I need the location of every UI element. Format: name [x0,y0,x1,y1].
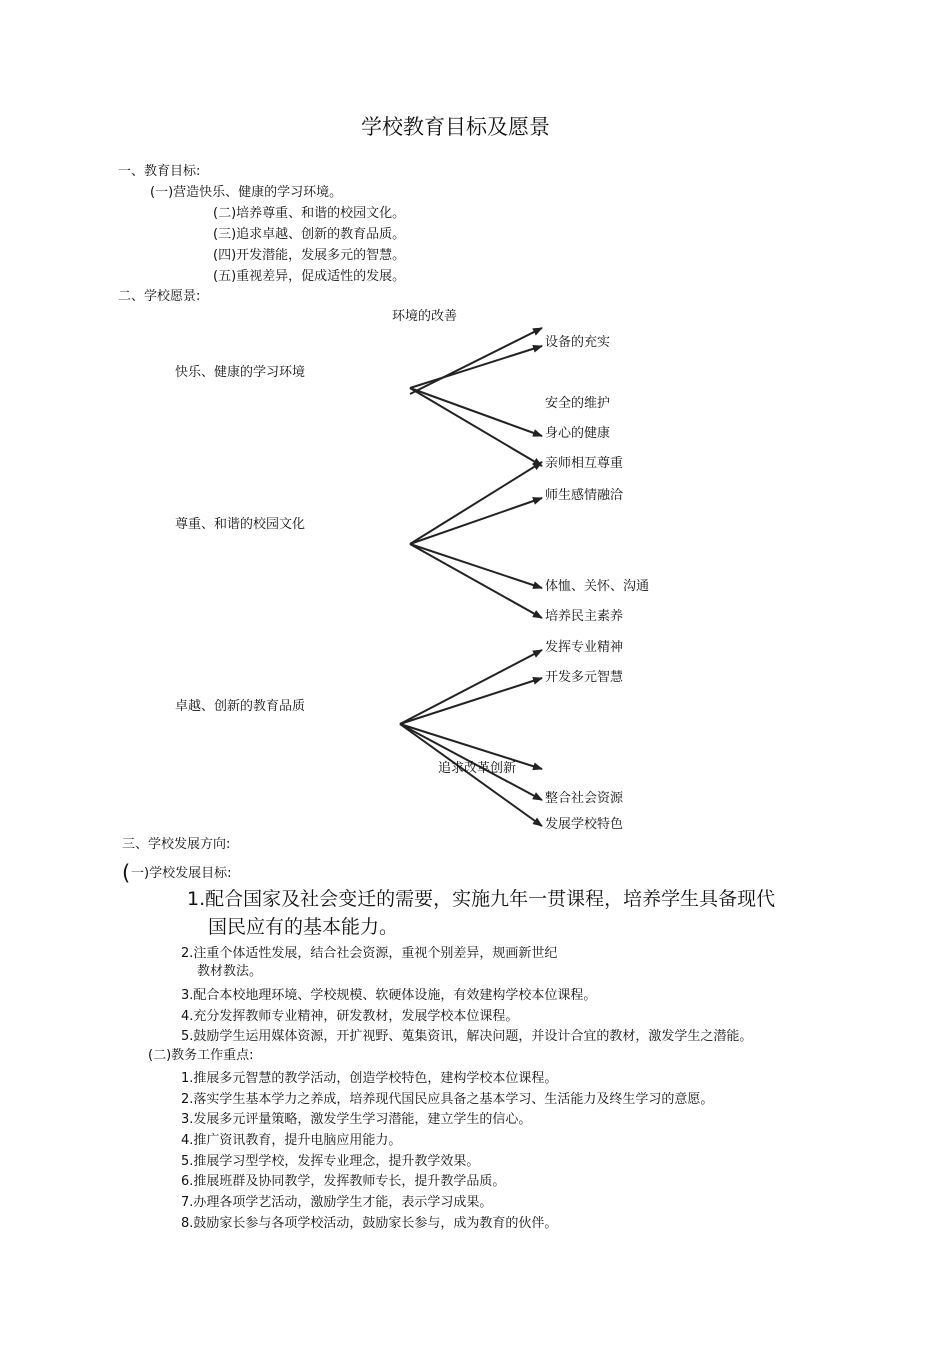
work-item: 2.落实学生基本学力之养成，培养现代国民应具备之基本学习、生活能力及终生学习的意愿。 [181,1092,714,1107]
work-item: 3.发展多元评量策略，激发学生学习潜能，建立学生的信心。 [181,1112,532,1127]
vision-item: 安全的维护 [545,396,611,411]
subsection-heading: 一)学校发展目标: [131,866,232,881]
dev-goal-item: 3.配合本校地理环境、学校规模、软硬体设施，有效建构学校本位课程。 [181,988,597,1003]
work-item: 8.鼓励家长参与各项学校活动，鼓励家长参与，成为教育的伙伴。 [181,1216,558,1231]
work-item: 7.办理各项学艺活动，激励学生才能，表示学习成果。 [181,1195,493,1210]
page-title: 学校教育目标及愿景 [361,115,550,139]
goal-item: (四)开发潜能，发展多元的智慧。 [213,248,406,263]
vision-label: 快乐、健康的学习环境 [175,365,306,380]
vision-item: 整合社会资源 [545,791,624,806]
vision-label: 尊重、和谐的校园文化 [175,517,306,532]
vision-item: 追求改革创新 [438,761,517,776]
section-heading-goals: 一、教育目标: [118,164,201,179]
vision-item: 开发多元智慧 [545,670,624,685]
goal-item: (二)培养尊重、和谐的校园文化。 [213,206,406,221]
arrow-line [400,678,542,724]
work-item: 4.推广资讯教育，提升电脑应用能力。 [181,1133,402,1148]
dev-goal-item: 2.注重个体适性发展，结合社会资源，重视个别差异，规画新世纪 [181,946,558,961]
vision-item: 亲师相互尊重 [545,456,624,471]
goal-item: (五)重视差异，促成适性的发展。 [213,269,406,284]
section-heading-vision: 二、学校愿景: [118,289,201,304]
goal-item: (一)营造快乐、健康的学习环境。 [150,185,343,200]
dev-goal-item-cont: 国民应有的基本能力。 [208,916,399,938]
arrow-line [410,462,542,544]
work-item: 1.推展多元智慧的教学活动，创造学校特色，建构学校本位课程。 [181,1071,558,1086]
section-heading-direction: 三、学校发展方向: [122,837,231,852]
work-item: 6.推展班群及协同教学，发挥教师专长，提升教学品质。 [181,1174,506,1189]
dev-goal-item: 1.配合国家及社会变迁的需要，实施九年一贯课程，培养学生具备现代 [187,888,776,910]
dev-goal-item: 5.鼓励学生运用媒体资源，开扩视野、蒐集资讯，解决问题，并设计合宜的教材，激发学生之潜能。 [181,1029,753,1044]
goal-item: (三)追求卓越、创新的教育品质。 [213,227,406,242]
vision-item: 设备的充实 [545,335,611,350]
vision-label: 卓越、创新的教育品质 [175,699,306,714]
dev-goal-item-cont: 教材教法。 [197,964,263,979]
vision-item: 身心的健康 [545,426,611,441]
arrow-line [410,498,542,544]
vision-item: 发展学校特色 [545,817,624,832]
work-item: 5.推展学习型学校，发挥专业理念，提升教学效果。 [181,1154,480,1169]
subsection-heading: (二)教务工作重点: [148,1048,254,1063]
arrow-line [410,388,542,466]
dev-goal-item: 4.充分发挥教师专业精神，研发教材，发展学校本位课程。 [181,1009,519,1024]
paren-mark: ( [122,861,131,885]
arrow-line [410,346,542,388]
vision-item: 环境的改善 [392,309,458,324]
arrow-line [410,328,542,394]
arrow-line [410,388,542,436]
vision-item: 师生感情融洽 [545,488,624,503]
arrow-line [400,650,542,724]
vision-item: 发挥专业精神 [545,640,624,655]
vision-item: 培养民主素养 [545,609,624,624]
vision-item: 体恤、关怀、沟通 [545,579,650,594]
